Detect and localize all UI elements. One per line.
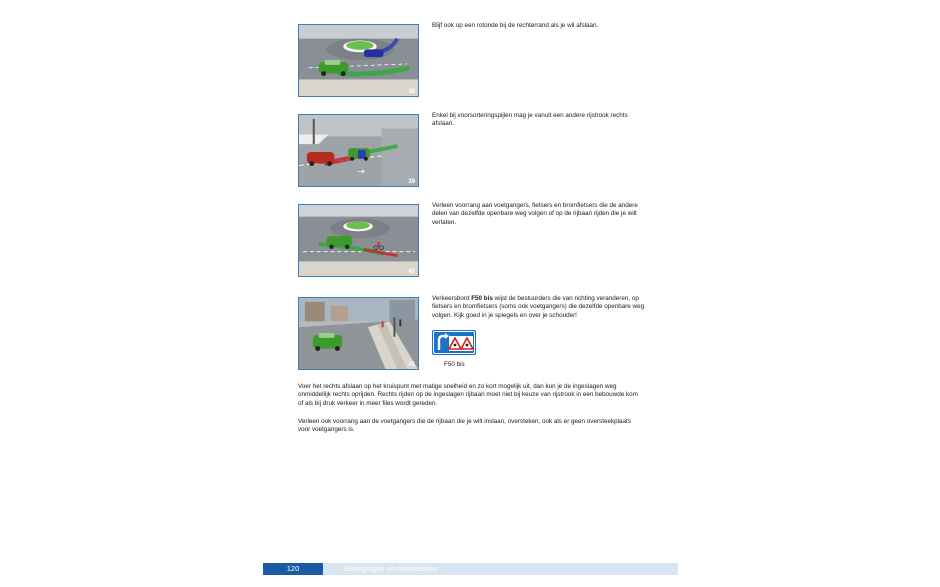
figure-number: 39	[408, 179, 415, 185]
illustration-f50bis-street	[298, 297, 419, 370]
figure-number: 40	[408, 269, 415, 275]
body-paragraph: Verleen ook voorrang aan de voetgangers die de rijbaan die je wilt inslaan, oversteken, ook als er geen oversteekplaats voor voetgangers is.	[298, 418, 631, 434]
body-paragraph: Voer het rechts afslaan op het kruispunt met matige snelheid en zo kort mogelijk uit, dan kun je de ingeslagen weg onmiddellijk rechts oprijden. Rechts rijden op de ingeslagen rijbaan moet niet bij keuze van rijstrook in een bebouwde kom of als bij druk verkeer in meer files wordt gereden.	[298, 383, 638, 407]
caption-yield-cyclists: Verleen voorrang aan voetgangers, fietsers en bromfietsers die de andere delen van dezelfde openbare weg volgen of op de rijbaan rijden die je wilt verlaten.	[432, 202, 638, 226]
caption-text-pre: Verkeersbord	[432, 295, 472, 302]
caption-sign-code: F50 bis	[471, 295, 493, 302]
figure-number: 41	[408, 362, 415, 368]
caption-text-post: wijst de bestuurders die van richting veranderen, op fietsers en bromfietsers (soms ook voetgangers) die dezelfde openbare weg volgen. Kijk goed in je spiegels en over je schouder!	[432, 295, 645, 319]
figure-number: 38	[408, 89, 415, 95]
illustration-lane-arrows	[298, 114, 419, 187]
sign-label: F50 bis	[444, 361, 465, 368]
page-footer	[263, 563, 678, 575]
illustration-yield-cyclists	[298, 204, 419, 277]
caption-f50bis	[432, 295, 647, 320]
page-number: 120	[263, 563, 323, 575]
traffic-sign-f50bis	[432, 330, 476, 355]
caption-roundabout: Blijf ook op een rotonde bij de rechterrand als je wil afslaan.	[432, 22, 599, 29]
chapter-title: Bewegingen en manoeuvres	[343, 564, 439, 573]
illustration-roundabout-keep-right	[298, 24, 419, 97]
caption-lane-arrows: Enkel bij voorsorteringspijlen mag je vanuit een andere rijstrook rechts afslaan.	[432, 112, 628, 128]
